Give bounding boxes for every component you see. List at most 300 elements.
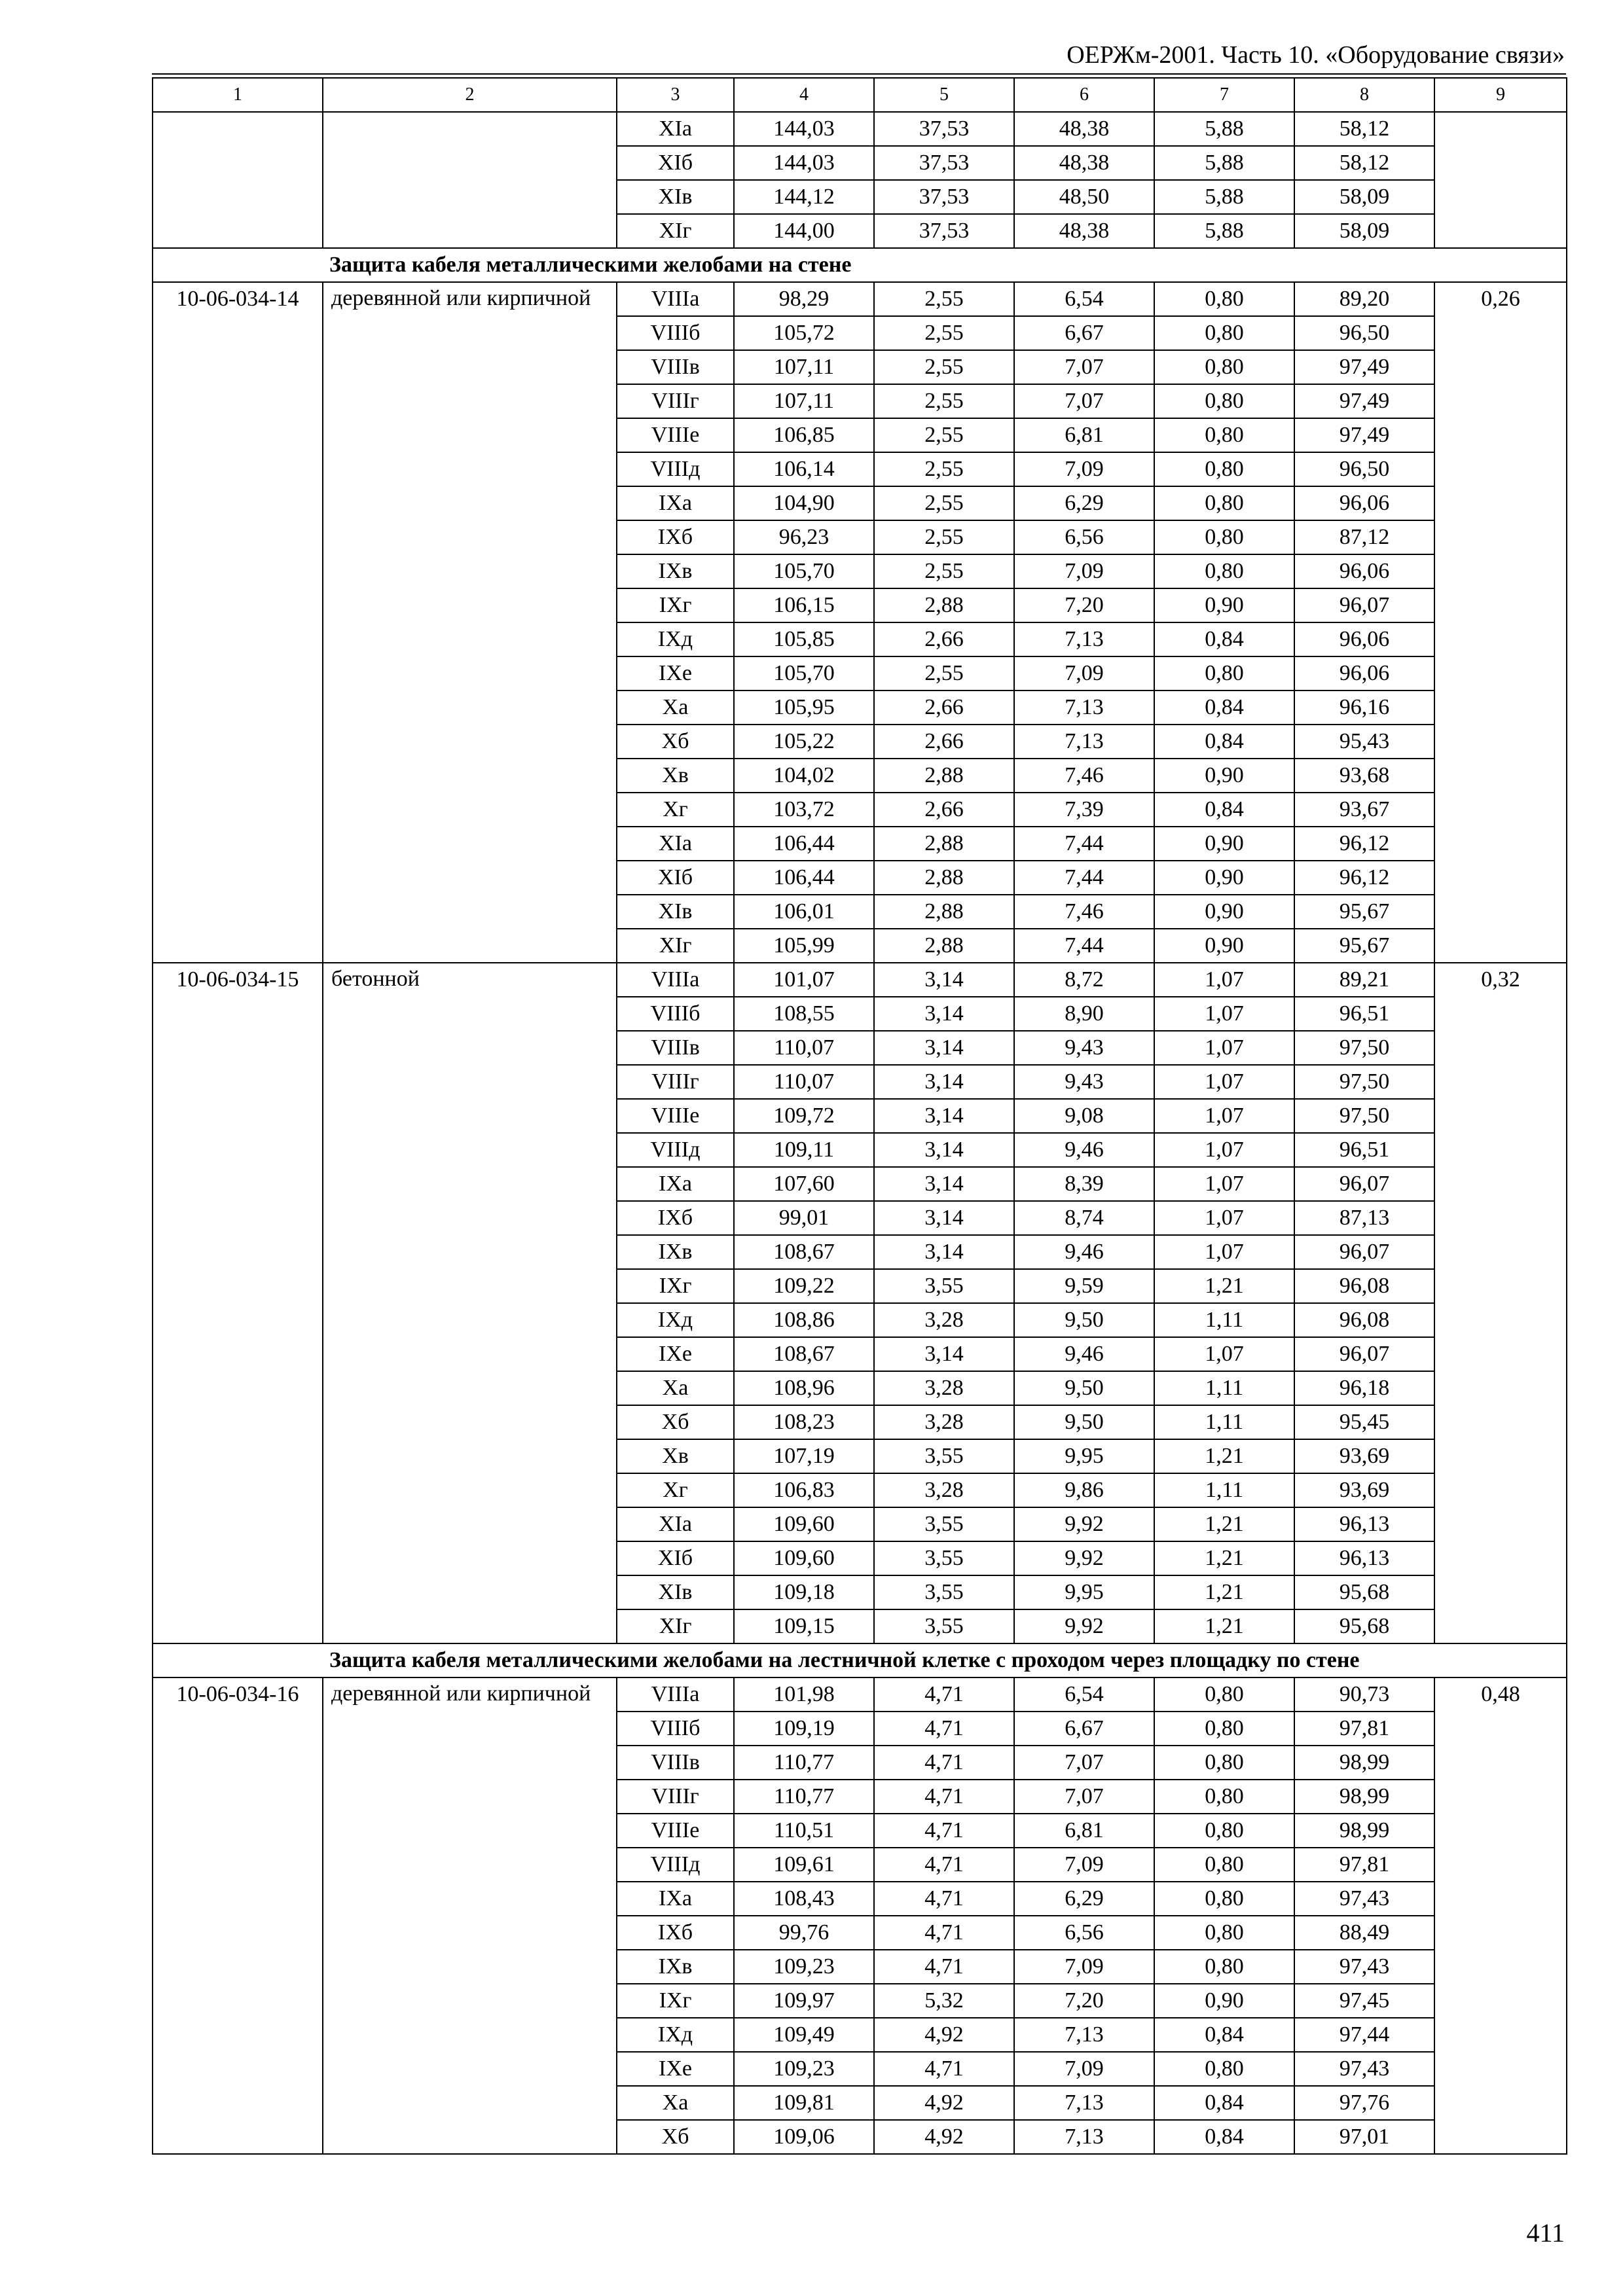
section-header-spacer	[153, 1643, 323, 1677]
machine-costs-cell: 7,39	[1014, 793, 1154, 827]
table-row	[153, 588, 1567, 622]
machine-costs-cell: 6,81	[1014, 418, 1154, 452]
materials-cell: 97,50	[1294, 1031, 1434, 1065]
materials-cell: 95,67	[1294, 929, 1434, 963]
table-row	[153, 1677, 1567, 1712]
column-number: 2	[323, 78, 617, 112]
zone-cell: Xг	[617, 793, 734, 827]
direct-costs-cell: 108,67	[734, 1235, 874, 1269]
machinist-wages-cell: 1,11	[1154, 1405, 1294, 1439]
labor-cell	[1434, 452, 1567, 486]
rate-description-cell	[323, 418, 617, 452]
materials-cell: 96,12	[1294, 827, 1434, 861]
machine-costs-cell: 9,46	[1014, 1133, 1154, 1167]
direct-costs-cell: 106,14	[734, 452, 874, 486]
direct-costs-cell: 103,72	[734, 793, 874, 827]
rate-description-cell	[323, 1269, 617, 1303]
machine-costs-cell: 9,92	[1014, 1541, 1154, 1575]
labor-cell	[1434, 793, 1567, 827]
rate-code-cell	[153, 691, 323, 725]
rate-description-cell	[323, 622, 617, 656]
materials-cell: 96,06	[1294, 656, 1434, 691]
direct-costs-cell: 106,44	[734, 827, 874, 861]
labor-cell	[1434, 759, 1567, 793]
labor-cell	[1434, 1780, 1567, 1814]
rate-code-cell: 10-06-034-15	[153, 963, 323, 997]
wages-cell: 3,14	[874, 1201, 1014, 1235]
labor-cell: 0,32	[1434, 963, 1567, 997]
zone-cell: XIа	[617, 112, 734, 146]
machine-costs-cell: 7,13	[1014, 2086, 1154, 2120]
rate-code-cell	[153, 1473, 323, 1507]
materials-cell: 95,45	[1294, 1405, 1434, 1439]
wages-cell: 4,92	[874, 2120, 1014, 2154]
machinist-wages-cell: 5,88	[1154, 214, 1294, 248]
rate-description-cell	[323, 929, 617, 963]
rate-description-cell	[323, 2120, 617, 2154]
rate-code-cell	[153, 2120, 323, 2154]
materials-cell: 96,06	[1294, 486, 1434, 520]
table-row	[153, 622, 1567, 656]
direct-costs-cell: 99,76	[734, 1916, 874, 1950]
zone-cell: XIг	[617, 214, 734, 248]
rate-description-cell	[323, 1814, 617, 1848]
machine-costs-cell: 7,20	[1014, 1984, 1154, 2018]
direct-costs-cell: 109,60	[734, 1507, 874, 1541]
rate-code-cell	[153, 895, 323, 929]
wages-cell: 37,53	[874, 146, 1014, 180]
labor-cell	[1434, 1507, 1567, 1541]
wages-cell: 5,32	[874, 1984, 1014, 2018]
zone-cell: Xб	[617, 725, 734, 759]
wages-cell: 2,88	[874, 827, 1014, 861]
table-row	[153, 725, 1567, 759]
labor-cell	[1434, 1405, 1567, 1439]
rate-description-cell	[323, 452, 617, 486]
machinist-wages-cell: 0,80	[1154, 1712, 1294, 1746]
zone-cell: VIIIв	[617, 1746, 734, 1780]
materials-cell: 97,81	[1294, 1712, 1434, 1746]
column-number: 9	[1434, 78, 1567, 112]
wages-cell: 2,88	[874, 895, 1014, 929]
zone-cell: XIв	[617, 180, 734, 214]
machinist-wages-cell: 1,21	[1154, 1439, 1294, 1473]
zone-cell: VIIIг	[617, 1780, 734, 1814]
rate-code-cell	[153, 1065, 323, 1099]
materials-cell: 93,69	[1294, 1439, 1434, 1473]
materials-cell: 97,50	[1294, 1065, 1434, 1099]
machine-costs-cell: 7,20	[1014, 588, 1154, 622]
zone-cell: XIб	[617, 1541, 734, 1575]
table-row	[153, 656, 1567, 691]
labor-cell	[1434, 1814, 1567, 1848]
materials-cell: 96,07	[1294, 1167, 1434, 1201]
machine-costs-cell: 7,44	[1014, 827, 1154, 861]
rate-description-cell	[323, 759, 617, 793]
zone-cell: XIв	[617, 895, 734, 929]
direct-costs-cell: 106,15	[734, 588, 874, 622]
wages-cell: 2,88	[874, 759, 1014, 793]
wages-cell: 2,55	[874, 554, 1014, 588]
rate-description-cell	[323, 350, 617, 384]
machinist-wages-cell: 0,84	[1154, 2018, 1294, 2052]
materials-cell: 95,67	[1294, 895, 1434, 929]
machine-costs-cell: 7,13	[1014, 725, 1154, 759]
rate-code-cell	[153, 1031, 323, 1065]
labor-cell	[1434, 997, 1567, 1031]
direct-costs-cell: 106,83	[734, 1473, 874, 1507]
machinist-wages-cell: 0,80	[1154, 1677, 1294, 1712]
direct-costs-cell: 106,85	[734, 418, 874, 452]
table-row	[153, 520, 1567, 554]
zone-cell: IXе	[617, 2052, 734, 2086]
materials-cell: 58,12	[1294, 112, 1434, 146]
direct-costs-cell: 101,98	[734, 1677, 874, 1712]
labor-cell	[1434, 1133, 1567, 1167]
zone-cell: Xг	[617, 1473, 734, 1507]
labor-cell	[1434, 180, 1567, 214]
materials-cell: 87,12	[1294, 520, 1434, 554]
direct-costs-cell: 109,60	[734, 1541, 874, 1575]
section-title: Защита кабеля металлическими желобами на стене	[323, 248, 1567, 282]
rate-code-cell	[153, 793, 323, 827]
machinist-wages-cell: 0,90	[1154, 1984, 1294, 2018]
machinist-wages-cell: 1,21	[1154, 1269, 1294, 1303]
labor-cell	[1434, 1541, 1567, 1575]
rate-code-cell	[153, 146, 323, 180]
rate-description-cell: бетонной	[323, 963, 617, 997]
rate-code-cell	[153, 418, 323, 452]
rate-code-cell	[153, 929, 323, 963]
rate-code-cell	[153, 1950, 323, 1984]
machinist-wages-cell: 0,80	[1154, 1848, 1294, 1882]
machinist-wages-cell: 0,80	[1154, 656, 1294, 691]
zone-cell: IXг	[617, 1269, 734, 1303]
materials-cell: 98,99	[1294, 1746, 1434, 1780]
wages-cell: 3,14	[874, 1065, 1014, 1099]
labor-cell	[1434, 861, 1567, 895]
direct-costs-cell: 105,72	[734, 316, 874, 350]
materials-cell: 95,68	[1294, 1609, 1434, 1643]
table-row	[153, 1814, 1567, 1848]
direct-costs-cell: 109,18	[734, 1575, 874, 1609]
rates-table-body	[153, 78, 1567, 2154]
zone-cell: IXв	[617, 1235, 734, 1269]
table-row	[153, 1337, 1567, 1371]
labor-cell	[1434, 1575, 1567, 1609]
labor-cell	[1434, 691, 1567, 725]
machine-costs-cell: 7,07	[1014, 1746, 1154, 1780]
zone-cell: IXб	[617, 1201, 734, 1235]
machine-costs-cell: 7,09	[1014, 1950, 1154, 1984]
zone-cell: VIIIа	[617, 1677, 734, 1712]
rate-code-cell	[153, 1780, 323, 1814]
column-number: 7	[1154, 78, 1294, 112]
rate-code-cell	[153, 1439, 323, 1473]
rate-code-cell	[153, 1575, 323, 1609]
zone-cell: IXе	[617, 1337, 734, 1371]
labor-cell	[1434, 1848, 1567, 1882]
direct-costs-cell: 110,77	[734, 1780, 874, 1814]
wages-cell: 2,55	[874, 316, 1014, 350]
rate-description-cell	[323, 1065, 617, 1099]
labor-cell	[1434, 520, 1567, 554]
table-row	[153, 1167, 1567, 1201]
machine-costs-cell: 9,46	[1014, 1337, 1154, 1371]
labor-cell	[1434, 1371, 1567, 1405]
machine-costs-cell: 9,50	[1014, 1405, 1154, 1439]
direct-costs-cell: 109,81	[734, 2086, 874, 2120]
rate-description-cell	[323, 316, 617, 350]
wages-cell: 4,71	[874, 1848, 1014, 1882]
rate-code-cell	[153, 452, 323, 486]
rate-code-cell	[153, 112, 323, 146]
materials-cell: 58,09	[1294, 214, 1434, 248]
materials-cell: 89,20	[1294, 282, 1434, 316]
machine-costs-cell: 7,07	[1014, 350, 1154, 384]
table-row	[153, 827, 1567, 861]
machine-costs-cell: 8,74	[1014, 1201, 1154, 1235]
rate-description-cell	[323, 1099, 617, 1133]
table-row	[153, 1065, 1567, 1099]
machine-costs-cell: 6,67	[1014, 316, 1154, 350]
table-row	[153, 214, 1567, 248]
rate-description-cell: деревянной или кирпичной	[323, 1677, 617, 1712]
zone-cell: IXд	[617, 622, 734, 656]
rate-description-cell	[323, 895, 617, 929]
machinist-wages-cell: 1,07	[1154, 1065, 1294, 1099]
wages-cell: 4,92	[874, 2018, 1014, 2052]
rate-description-cell	[323, 1916, 617, 1950]
column-number: 5	[874, 78, 1014, 112]
rate-description-cell	[323, 1780, 617, 1814]
machinist-wages-cell: 5,88	[1154, 146, 1294, 180]
direct-costs-cell: 108,86	[734, 1303, 874, 1337]
wages-cell: 3,55	[874, 1541, 1014, 1575]
zone-cell: XIг	[617, 1609, 734, 1643]
machinist-wages-cell: 0,80	[1154, 452, 1294, 486]
page-number: 411	[1526, 2218, 1565, 2248]
materials-cell: 98,99	[1294, 1814, 1434, 1848]
machine-costs-cell: 48,38	[1014, 146, 1154, 180]
wages-cell: 2,55	[874, 452, 1014, 486]
wages-cell: 3,14	[874, 963, 1014, 997]
machinist-wages-cell: 0,90	[1154, 929, 1294, 963]
rate-code-cell	[153, 554, 323, 588]
materials-cell: 97,44	[1294, 2018, 1434, 2052]
rate-code-cell	[153, 997, 323, 1031]
table-row	[153, 929, 1567, 963]
machinist-wages-cell: 1,07	[1154, 1337, 1294, 1371]
machinist-wages-cell: 0,90	[1154, 759, 1294, 793]
machinist-wages-cell: 1,11	[1154, 1303, 1294, 1337]
direct-costs-cell: 107,11	[734, 350, 874, 384]
labor-cell	[1434, 1303, 1567, 1337]
machinist-wages-cell: 5,88	[1154, 112, 1294, 146]
labor-cell	[1434, 1984, 1567, 2018]
machinist-wages-cell: 1,21	[1154, 1507, 1294, 1541]
machinist-wages-cell: 0,84	[1154, 725, 1294, 759]
labor-cell	[1434, 146, 1567, 180]
labor-cell	[1434, 2052, 1567, 2086]
machine-costs-cell: 6,29	[1014, 486, 1154, 520]
table-row	[153, 1712, 1567, 1746]
labor-cell	[1434, 1746, 1567, 1780]
rate-description-cell	[323, 793, 617, 827]
direct-costs-cell: 105,99	[734, 929, 874, 963]
table-row	[153, 1201, 1567, 1235]
labor-cell	[1434, 656, 1567, 691]
labor-cell	[1434, 1269, 1567, 1303]
zone-cell: Xа	[617, 1371, 734, 1405]
machine-costs-cell: 6,56	[1014, 520, 1154, 554]
rate-code-cell	[153, 1712, 323, 1746]
rate-description-cell	[323, 827, 617, 861]
machine-costs-cell: 7,09	[1014, 1848, 1154, 1882]
table-row	[153, 316, 1567, 350]
machine-costs-cell: 9,50	[1014, 1371, 1154, 1405]
machinist-wages-cell: 0,84	[1154, 793, 1294, 827]
table-row	[153, 282, 1567, 316]
labor-cell: 0,26	[1434, 282, 1567, 316]
machinist-wages-cell: 0,84	[1154, 691, 1294, 725]
machinist-wages-cell: 0,90	[1154, 827, 1294, 861]
zone-cell: IXв	[617, 1950, 734, 1984]
direct-costs-cell: 109,97	[734, 1984, 874, 2018]
table-row	[153, 384, 1567, 418]
direct-costs-cell: 108,67	[734, 1337, 874, 1371]
rate-description-cell	[323, 486, 617, 520]
machinist-wages-cell: 5,88	[1154, 180, 1294, 214]
machinist-wages-cell: 0,80	[1154, 384, 1294, 418]
rate-description-cell	[323, 1031, 617, 1065]
rate-code-cell	[153, 1984, 323, 2018]
table-row	[153, 1848, 1567, 1882]
machine-costs-cell: 6,67	[1014, 1712, 1154, 1746]
zone-cell: VIIIе	[617, 1099, 734, 1133]
rate-description-cell	[323, 1133, 617, 1167]
machinist-wages-cell: 1,21	[1154, 1609, 1294, 1643]
direct-costs-cell: 108,55	[734, 997, 874, 1031]
wages-cell: 3,55	[874, 1609, 1014, 1643]
wages-cell: 2,88	[874, 929, 1014, 963]
rate-code-cell	[153, 1746, 323, 1780]
rate-code-cell: 10-06-034-14	[153, 282, 323, 316]
direct-costs-cell: 108,43	[734, 1882, 874, 1916]
rate-description-cell	[323, 1541, 617, 1575]
labor-cell	[1434, 214, 1567, 248]
wages-cell: 2,66	[874, 793, 1014, 827]
labor-cell	[1434, 350, 1567, 384]
materials-cell: 96,13	[1294, 1507, 1434, 1541]
materials-cell: 96,08	[1294, 1269, 1434, 1303]
zone-cell: Xб	[617, 2120, 734, 2154]
direct-costs-cell: 109,72	[734, 1099, 874, 1133]
table-row	[153, 1405, 1567, 1439]
rate-description-cell	[323, 1167, 617, 1201]
labor-cell	[1434, 725, 1567, 759]
table-row	[153, 1439, 1567, 1473]
labor-cell	[1434, 1167, 1567, 1201]
rate-description-cell	[323, 1337, 617, 1371]
zone-cell: VIIIв	[617, 1031, 734, 1065]
table-row	[153, 146, 1567, 180]
wages-cell: 3,55	[874, 1575, 1014, 1609]
zone-cell: VIIIг	[617, 1065, 734, 1099]
table-row	[153, 1303, 1567, 1337]
machine-costs-cell: 9,92	[1014, 1609, 1154, 1643]
column-number: 3	[617, 78, 734, 112]
labor-cell	[1434, 486, 1567, 520]
materials-cell: 96,51	[1294, 1133, 1434, 1167]
table-row	[153, 1371, 1567, 1405]
materials-cell: 96,51	[1294, 997, 1434, 1031]
zone-cell: IXа	[617, 1167, 734, 1201]
direct-costs-cell: 109,23	[734, 2052, 874, 2086]
labor-cell	[1434, 1099, 1567, 1133]
direct-costs-cell: 109,23	[734, 1950, 874, 1984]
rate-description-cell: деревянной или кирпичной	[323, 282, 617, 316]
labor-cell	[1434, 622, 1567, 656]
machinist-wages-cell: 0,90	[1154, 588, 1294, 622]
wages-cell: 3,14	[874, 1133, 1014, 1167]
machinist-wages-cell: 0,80	[1154, 1916, 1294, 1950]
section-header-row	[153, 248, 1567, 282]
wages-cell: 4,71	[874, 2052, 1014, 2086]
machinist-wages-cell: 1,07	[1154, 1031, 1294, 1065]
table-row	[153, 1916, 1567, 1950]
machine-costs-cell: 48,50	[1014, 180, 1154, 214]
wages-cell: 2,66	[874, 691, 1014, 725]
machine-costs-cell: 6,56	[1014, 1916, 1154, 1950]
machine-costs-cell: 9,59	[1014, 1269, 1154, 1303]
zone-cell: XIв	[617, 1575, 734, 1609]
rate-code-cell	[153, 214, 323, 248]
materials-cell: 97,49	[1294, 418, 1434, 452]
wages-cell: 3,55	[874, 1507, 1014, 1541]
materials-cell: 88,49	[1294, 1916, 1434, 1950]
labor-cell	[1434, 384, 1567, 418]
zone-cell: IXд	[617, 1303, 734, 1337]
rate-code-cell	[153, 384, 323, 418]
wages-cell: 2,55	[874, 282, 1014, 316]
rate-code-cell	[153, 1167, 323, 1201]
rate-code-cell	[153, 350, 323, 384]
wages-cell: 4,71	[874, 1916, 1014, 1950]
direct-costs-cell: 144,00	[734, 214, 874, 248]
direct-costs-cell: 109,19	[734, 1712, 874, 1746]
machine-costs-cell: 7,46	[1014, 895, 1154, 929]
machinist-wages-cell: 0,80	[1154, 1814, 1294, 1848]
wages-cell: 2,55	[874, 486, 1014, 520]
direct-costs-cell: 144,12	[734, 180, 874, 214]
wages-cell: 3,28	[874, 1405, 1014, 1439]
table-row	[153, 2086, 1567, 2120]
labor-cell	[1434, 588, 1567, 622]
materials-cell: 96,50	[1294, 452, 1434, 486]
labor-cell	[1434, 2086, 1567, 2120]
zone-cell: IXб	[617, 520, 734, 554]
rate-code-cell	[153, 2018, 323, 2052]
direct-costs-cell: 107,60	[734, 1167, 874, 1201]
labor-cell	[1434, 2120, 1567, 2154]
rate-description-cell	[323, 520, 617, 554]
machine-costs-cell: 6,29	[1014, 1882, 1154, 1916]
direct-costs-cell: 108,23	[734, 1405, 874, 1439]
labor-cell	[1434, 1201, 1567, 1235]
zone-cell: VIIIб	[617, 997, 734, 1031]
rate-description-cell	[323, 1746, 617, 1780]
